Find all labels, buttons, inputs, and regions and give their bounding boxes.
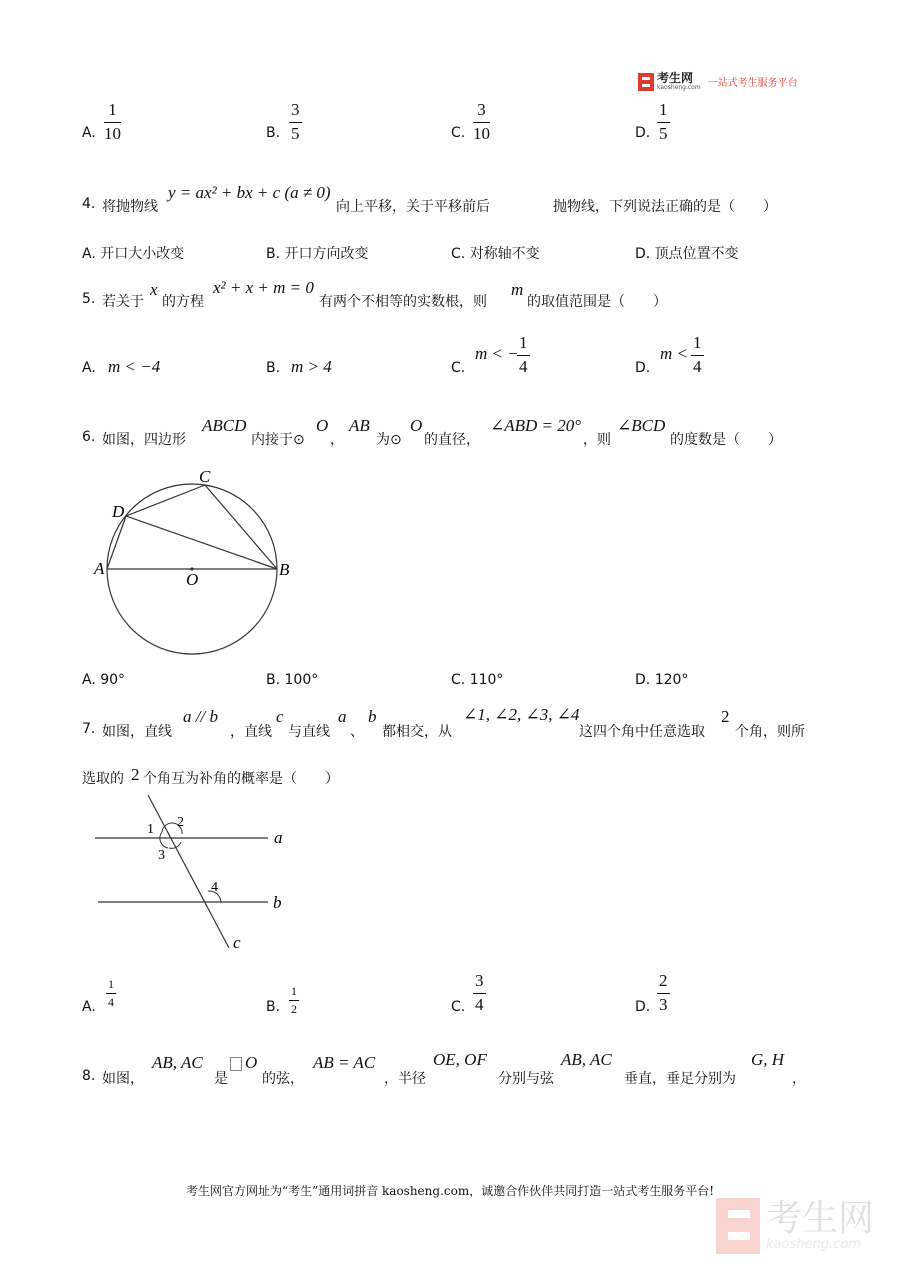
q7-number: 7. [82,721,96,737]
q7-option-c-letter: C. [451,999,466,1015]
q4-text-1: 将抛物线 [102,199,158,215]
q7-line2-text-b: 个角互为补角的概率是（ ） [143,771,339,787]
missing-glyph-icon [230,1057,242,1071]
q6-math-o: O [316,416,329,435]
q6-text-6: ，则 [583,432,611,448]
q6-math-angle-bcd: ∠BCD [617,416,666,435]
q5-option-a-value: m < −4 [108,357,161,376]
q7-text-3: 与直线 [288,724,330,740]
q5-text-1: 若关于 [102,294,144,310]
q6-text-2: 内接于⊙ [251,432,305,448]
q6-math-o2: O [410,416,423,435]
q3-option-d-letter: D. [635,125,651,141]
q7-line2-two: 2 [131,765,140,784]
q7-text-6: 这四个角中任意选取 [579,724,705,740]
q5-text-3: 有两个不相等的实数根，则 [319,294,487,310]
q8-text-2: 是 [214,1071,228,1087]
q4-option-c: C. 对称轴不变 [451,246,540,262]
q8-text-6: 垂直，垂足分别为 [624,1071,736,1087]
q7-label-1: 1 [147,822,154,837]
q5-option-b-letter: B. [266,360,281,376]
q8-text-7: ， [792,1071,806,1087]
site-logo [638,72,798,91]
q6-option-b: B. 100° [266,672,319,688]
q5-number: 5. [82,291,96,307]
q5-option-c-letter: C. [451,360,466,376]
q7-text-7: 个角，则所 [735,724,805,740]
q5-option-d-letter: D. [635,360,651,376]
q8-math-oe-of: OE, OF [433,1050,487,1069]
page-footer: 考生网官方网址为“考生”通用词拼音 kaosheng.com，诚邀合作伙伴共同打造一站式考生服务平台! [185,1184,715,1198]
q4-number: 4. [82,196,96,212]
q7-math-parallel: a // b [183,707,218,726]
q6-text-1: 如图，四边形 [102,432,186,448]
q6-label-o: O [186,570,199,589]
q7-math-a: a [338,707,347,726]
watermark-logo [716,1198,874,1254]
q8-math-o: O [245,1053,258,1072]
q4-text-3: 抛物线，下列说法正确的是（ ） [553,199,777,215]
q5-option-d-fraction: 1 4 [693,333,702,376]
q6-text-3: ， [330,432,344,448]
q7-text-1: 如图，直线 [102,724,172,740]
q6-math-ab: AB [349,416,370,435]
q7-text-5: 都相交，从 [382,724,452,740]
logo-domain: kaosheng.com [657,84,701,91]
logo-name: 考生网 [657,71,694,85]
q7-option-a-letter: A. [82,999,96,1015]
q5-text-2: 的方程 [162,294,204,310]
q6-label-b: B [279,560,290,579]
q8-math-g-h: G, H [751,1050,785,1069]
q7-label-c: c [233,933,241,952]
q7-lines-figure [90,790,300,955]
q6-chord-ad [107,516,126,569]
q7-option-d-letter: D. [635,999,651,1015]
q3-option-a-value: 1 10 [104,100,121,143]
q8-math-ab-ac-2: AB, AC [561,1050,612,1069]
q3-option-c-value: 3 10 [473,100,490,143]
q6-circle-figure [80,460,320,660]
q5-formula: x² + x + m = 0 [213,278,314,297]
q4-option-b: B. 开口方向改变 [266,246,369,262]
q3-option-b-value: 3 5 [291,100,300,143]
q8-math-ab-eq-ac: AB = AC [313,1053,376,1072]
q3-option-d-value: 1 5 [659,100,668,143]
q8-text-1: 如图， [102,1071,144,1087]
q6-option-a: A. 90° [82,672,126,688]
q3-option-c-letter: C. [451,125,466,141]
q3-option-b-letter: B. [266,125,281,141]
q5-option-d-prefix: m < [660,344,688,363]
q7-math-angles: ∠1, ∠2, ∠3, ∠4 [463,705,580,724]
q7-label-a: a [274,828,283,847]
q7-line2-text-a: 选取的 [82,771,124,787]
q8-text-4: ，半径 [384,1071,426,1087]
q4-text-2: 向上平移，关于平移前后 [336,199,490,215]
logo-mark-icon [638,73,654,91]
q4-formula: y = ax² + bx + c (a ≠ 0) [168,183,331,202]
q5-var-x: x [150,280,158,299]
q3-option-a-letter: A. [82,125,96,141]
q6-option-c: C. 110° [451,672,504,688]
q6-label-a: A [94,559,105,578]
q4-option-a: A. 开口大小改变 [82,246,185,262]
q6-label-d: D [112,502,125,521]
watermark-domain: kaosheng.com [766,1236,861,1252]
q8-number: 8. [82,1068,96,1084]
q7-option-b-letter: B. [266,999,281,1015]
q6-text-4: 为⊙ [376,432,402,448]
q7-math-c: c [276,707,284,726]
q7-option-d-value: 2 3 [659,971,668,1014]
q7-option-c-value: 3 4 [475,971,484,1014]
q7-arc-1 [160,832,168,848]
q7-math-b: b [368,707,377,726]
q6-math-angle-abd: ∠ABD = 20° [490,416,582,435]
q6-label-c: C [199,467,211,486]
watermark-name: 考生网 [766,1197,875,1239]
q5-option-a-letter: A. [82,360,96,376]
q5-var-m: m [511,280,524,299]
q6-math-abcd: ABCD [202,416,247,435]
q4-option-d: D. 顶点位置不变 [635,246,739,262]
q7-label-4: 4 [211,880,218,895]
q5-text-4: 的取值范围是（ ） [527,294,667,310]
q5-option-c-prefix: m < − [475,344,519,363]
q6-text-5: 的直径， [424,432,480,448]
q7-text-4: 、 [350,724,364,740]
logo-slogan: 一站式考生服务平台 [707,78,798,89]
q7-option-b-value: 1 2 [291,984,297,1017]
q7-line-c [148,795,229,948]
q7-text-2: ，直线 [230,724,272,740]
q6-number: 6. [82,429,96,445]
q6-chord-dc [126,485,205,516]
q6-option-d: D. 120° [635,672,689,688]
q7-math-two: 2 [721,707,730,726]
q7-option-a-value: 1 4 [108,977,114,1010]
watermark-mark-icon [716,1198,760,1254]
q8-math-ab-ac: AB, AC [152,1053,203,1072]
q7-label-3: 3 [158,848,165,863]
q5-option-b-value: m > 4 [291,357,332,376]
q8-text-5: 分别与弦 [498,1071,554,1087]
q7-label-2: 2 [177,815,184,830]
q7-label-b: b [273,893,282,912]
q5-option-c-fraction: 1 4 [519,333,528,376]
q6-text-7: 的度数是（ ） [670,432,782,448]
q8-text-3: 的弦， [262,1071,304,1087]
